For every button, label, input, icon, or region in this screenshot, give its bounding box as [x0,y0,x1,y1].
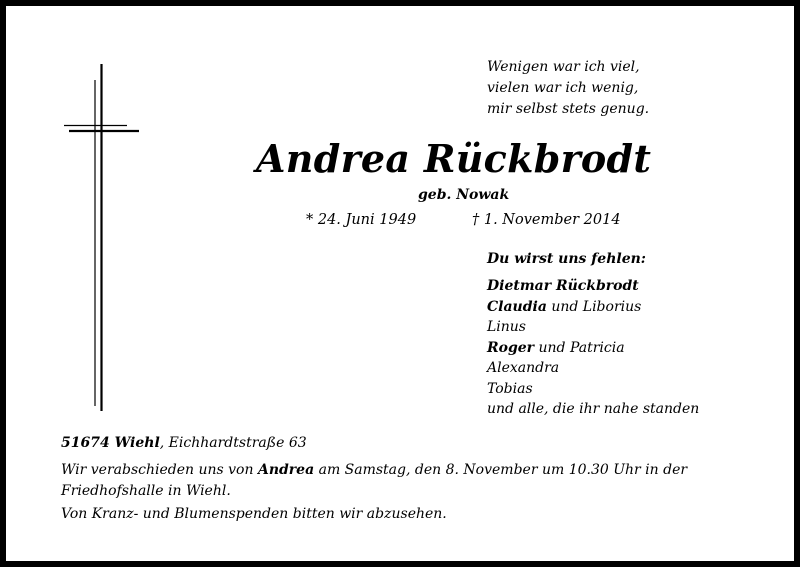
mourner-line [487,399,699,420]
deceased-name: Andrea Rückbrodt [256,136,652,181]
mourner-line [487,379,699,400]
service-text: Wir verabschieden uns von [61,462,258,478]
mourner-name: Dietmar Rückbrodt [487,278,639,294]
service-announcement [61,460,761,502]
mourner-name: Roger [487,339,535,356]
address [61,435,307,451]
mourner-partner: und Liborius [546,298,642,315]
birth-date: * 24. Juni 1949 [306,212,417,228]
mourner-line [487,358,699,379]
mourner-name: Tobias [487,380,533,397]
mourner-line [487,317,699,338]
poem-line: Wenigen war ich viel, [487,59,640,75]
service-text: am Samstag, den 8. November um 10.30 Uhr in der Friedhofshalle in Wiehl. [61,462,688,499]
poem-line: mir selbst stets genug. [487,101,650,117]
mourners-intro: Du wirst uns fehlen: [487,251,646,267]
mourner-line [487,276,699,297]
address-street: , Eichhardtstraße 63 [159,435,307,451]
address-city: 51674 Wiehl [61,435,160,451]
mourner-line [487,338,699,359]
poem-line: vielen war ich wenig, [487,80,639,96]
mourners-list [487,276,699,420]
poem [487,57,649,120]
service-name: Andrea [257,462,315,478]
maiden-name: geb. Nowak [418,187,510,203]
mourner-name: Claudia [487,298,547,315]
flowers-note: Von Kranz- und Blumenspenden bitten wir abzusehen. [61,506,447,522]
mourner-name: Alexandra [487,360,560,376]
death-date: † 1. November 2014 [472,212,621,228]
mourner-others: und alle, die ihr nahe standen [487,401,700,417]
mourner-name: Linus [487,319,526,335]
mourner-line [487,297,699,318]
mourner-partner: und Patricia [534,339,625,356]
